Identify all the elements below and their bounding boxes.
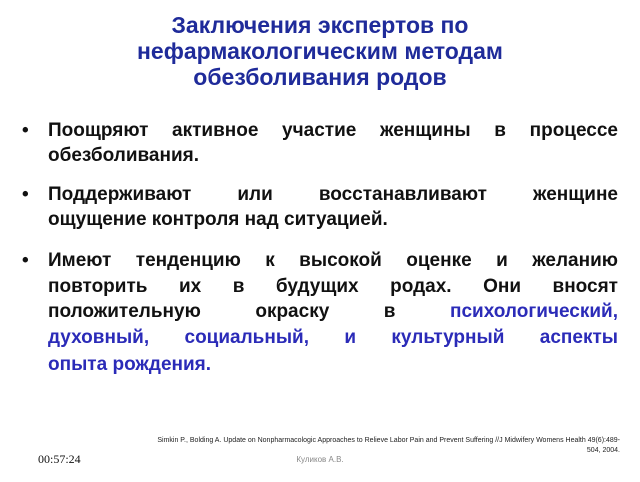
bullet-2-line-2: ощущение контроля над ситуацией. bbox=[48, 209, 388, 230]
bullet-marker: • bbox=[22, 120, 29, 141]
bullet-item-1 bbox=[22, 118, 618, 168]
bullet-marker: • bbox=[22, 250, 29, 271]
bullet-3-line-3 bbox=[48, 299, 618, 325]
bullet-list bbox=[22, 118, 618, 378]
bullet-3-line-5: опыта рождения. bbox=[48, 354, 212, 375]
bullet-3-line-1: Имеют тенденцию к высокой оценке и желанию bbox=[48, 250, 618, 271]
timestamp: 00:57:24 bbox=[38, 452, 81, 466]
bullet-1-line-2: обезболивания. bbox=[48, 145, 200, 166]
highlight-psychological: психологический, bbox=[449, 301, 618, 322]
bullet-3-line-3-text: положительную окраску в bbox=[48, 301, 450, 322]
author-footer: Куликов А.В. bbox=[296, 455, 344, 464]
bullet-1-line-1: Поощряют активное участие женщины в процессе bbox=[48, 120, 618, 141]
title-line-3: обезболивания родов bbox=[193, 64, 447, 90]
bullet-item-3 bbox=[22, 248, 618, 378]
bullet-2-line-1: Поддерживают или восстанавливают женщине bbox=[48, 184, 618, 205]
reference-citation bbox=[150, 436, 620, 456]
title-line-1: Заключения экспертов по bbox=[171, 12, 469, 38]
reference-line-2: 504, 2004. bbox=[586, 447, 620, 454]
bullet-marker: • bbox=[22, 184, 29, 205]
bullet-3-line-2: повторить их в будущих родах. Они вносят bbox=[48, 275, 618, 297]
title-line-2: нефармакологическим методам bbox=[137, 38, 503, 64]
bullet-3-line-4: духовный, социальный, и культурный аспекты bbox=[48, 326, 618, 348]
slide-title bbox=[60, 12, 580, 90]
reference-line-1: Simkin P., Bolding A. Update on Nonpharmacologic Approaches to Relieve Labor Pain and Prevent Suffering //J Midwifery Womens Health 49(6):489- bbox=[157, 437, 620, 444]
bullet-item-2 bbox=[22, 182, 618, 232]
